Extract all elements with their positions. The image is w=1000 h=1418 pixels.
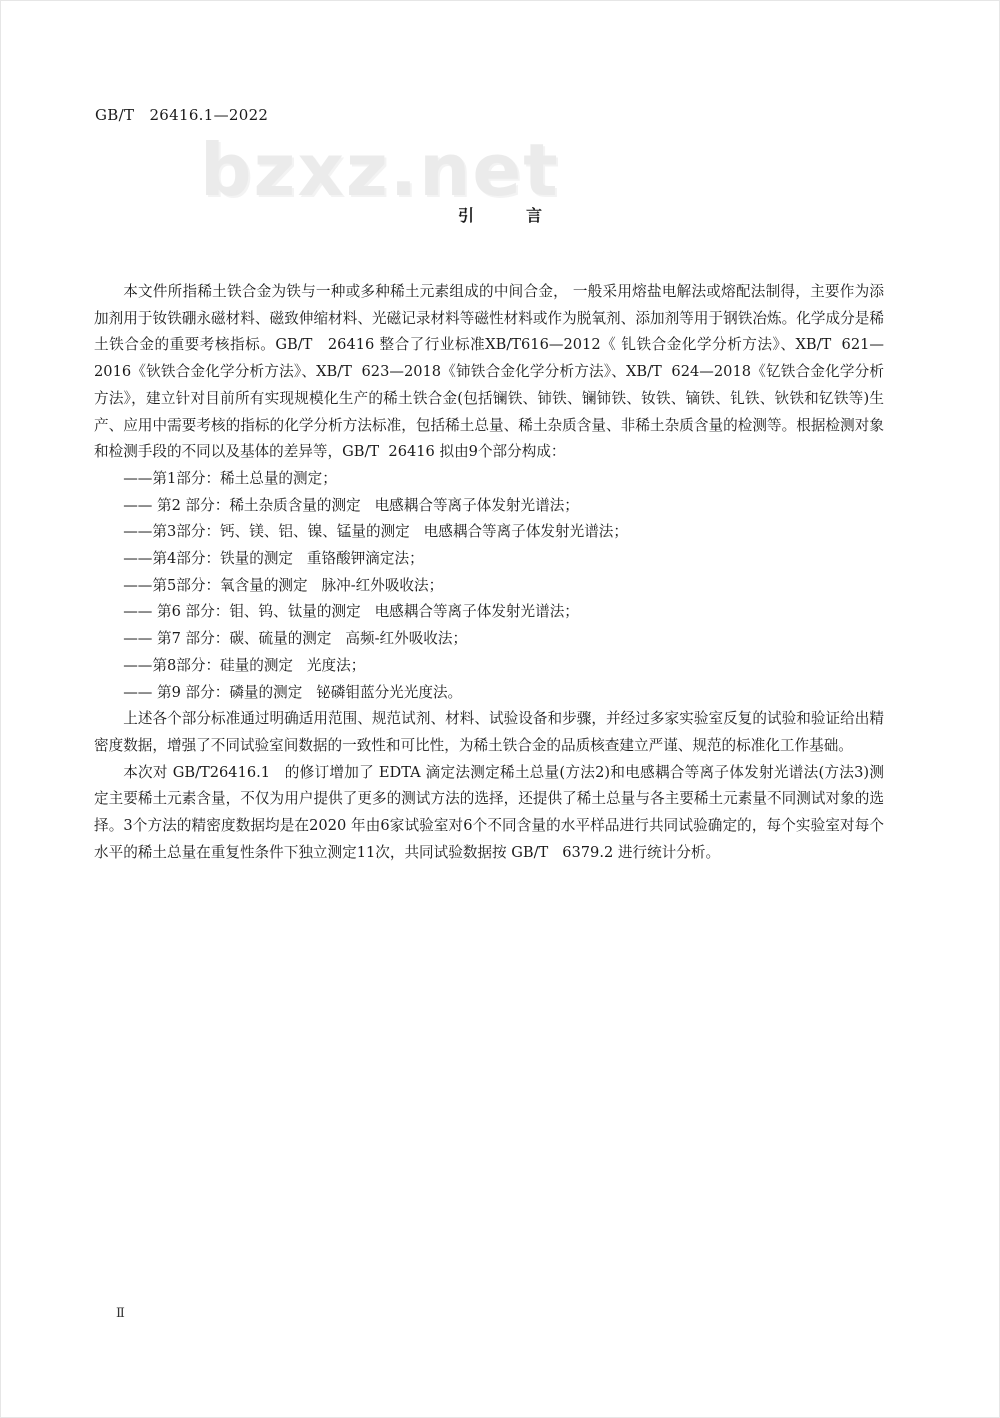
part-list-item: ——第4部分：铁量的测定 重铬酸钾滴定法；	[123, 550, 424, 568]
document-body	[94, 279, 884, 866]
section-title: 引言	[457, 206, 594, 225]
page-number: Ⅱ	[116, 1306, 125, 1321]
part-list-item: ——第5部分：氧含量的测定 脉冲-红外吸收法；	[123, 576, 444, 594]
part-list-item: —— 第7 部分：碳、硫量的测定 高频-红外吸收法；	[123, 630, 468, 648]
intro-paragraph: 本文件所指稀土铁合金为铁与一种或多种稀土元素组成的中间合金， 一般采用熔盐电解法或熔配法制得，主要作为添加剂用于钕铁硼永磁材料、磁致伸缩材料、光磁记录材料等磁性材料或作为脱氧剂、添加剂等用于钢铁冶炼。化学成分是稀土铁合金的重要考核指标。GB/T 26416 整合了行业标准XB/T616—2012《 钆铁合金化学分析方法》、XB/T 621—2016《钬铁合金化学分析方法》、XB/T 623—2018《铈铁合金化学分析方法》、XB/T 624—2018《钇铁合金化学分析方法》，建立针对目前所有实现规模化生产的稀土铁合金(包括镧铁、铈铁、镧铈铁、钕铁、镝铁、钆铁、钬铁和钇铁等)生产、应用中需要考核的指标的化学分析方法标准，包括稀土总量、稀土杂质含量、非稀土杂质含量的检测等。根据检测对象和检测手段的不同以及基体的差异等，GB/T 26416 拟由9个部分构成：	[94, 283, 884, 461]
standard-code: GB/T 26416.1—2022	[95, 106, 269, 124]
part-list-item: —— 第2 部分：稀土杂质含量的测定 电感耦合等离子体发射光谱法；	[123, 496, 579, 514]
part-list-item: ——第1部分：稀土总量的测定；	[123, 469, 337, 487]
part-list-item: —— 第6 部分：钼、钨、钛量的测定 电感耦合等离子体发射光谱法；	[123, 603, 579, 621]
part-list-item: —— 第9 部分：磷量的测定 铋磷钼蓝分光光度法。	[123, 683, 463, 701]
part-list-item: ——第3部分：钙、镁、铝、镍、锰量的测定 电感耦合等离子体发射光谱法；	[123, 523, 628, 541]
summary-paragraph: 上述各个部分标准通过明确适用范围、规范试剂、材料、试验设备和步骤，并经过多家实验室反复的试验和验证给出精密度数据，增强了不同试验室间数据的一致性和可比性，为稀土铁合金的品质核查建立严谨、规范的标准化工作基础。	[94, 710, 884, 754]
watermark: bzxz.net	[200, 128, 560, 212]
revision-paragraph: 本次对 GB/T26416.1 的修订增加了 EDTA 滴定法测定稀土总量(方法2)和电感耦合等离子体发射光谱法(方法3)测定主要稀土元素含量，不仅为用户提供了更多的测试方法的选择，还提供了稀土总量与各主要稀土元素量不同测试对象的选择。3个方法的精密度数据均是在2020 年由6家试验室对6个不同含量的水平样品进行共同试验确定的，每个实验室对每个水平的稀土总量在重复性条件下独立测定11次，共同试验数据按 GB/T 6379.2 进行统计分析。	[94, 763, 884, 861]
part-list-item: ——第8部分：硅量的测定 光度法；	[123, 656, 366, 674]
